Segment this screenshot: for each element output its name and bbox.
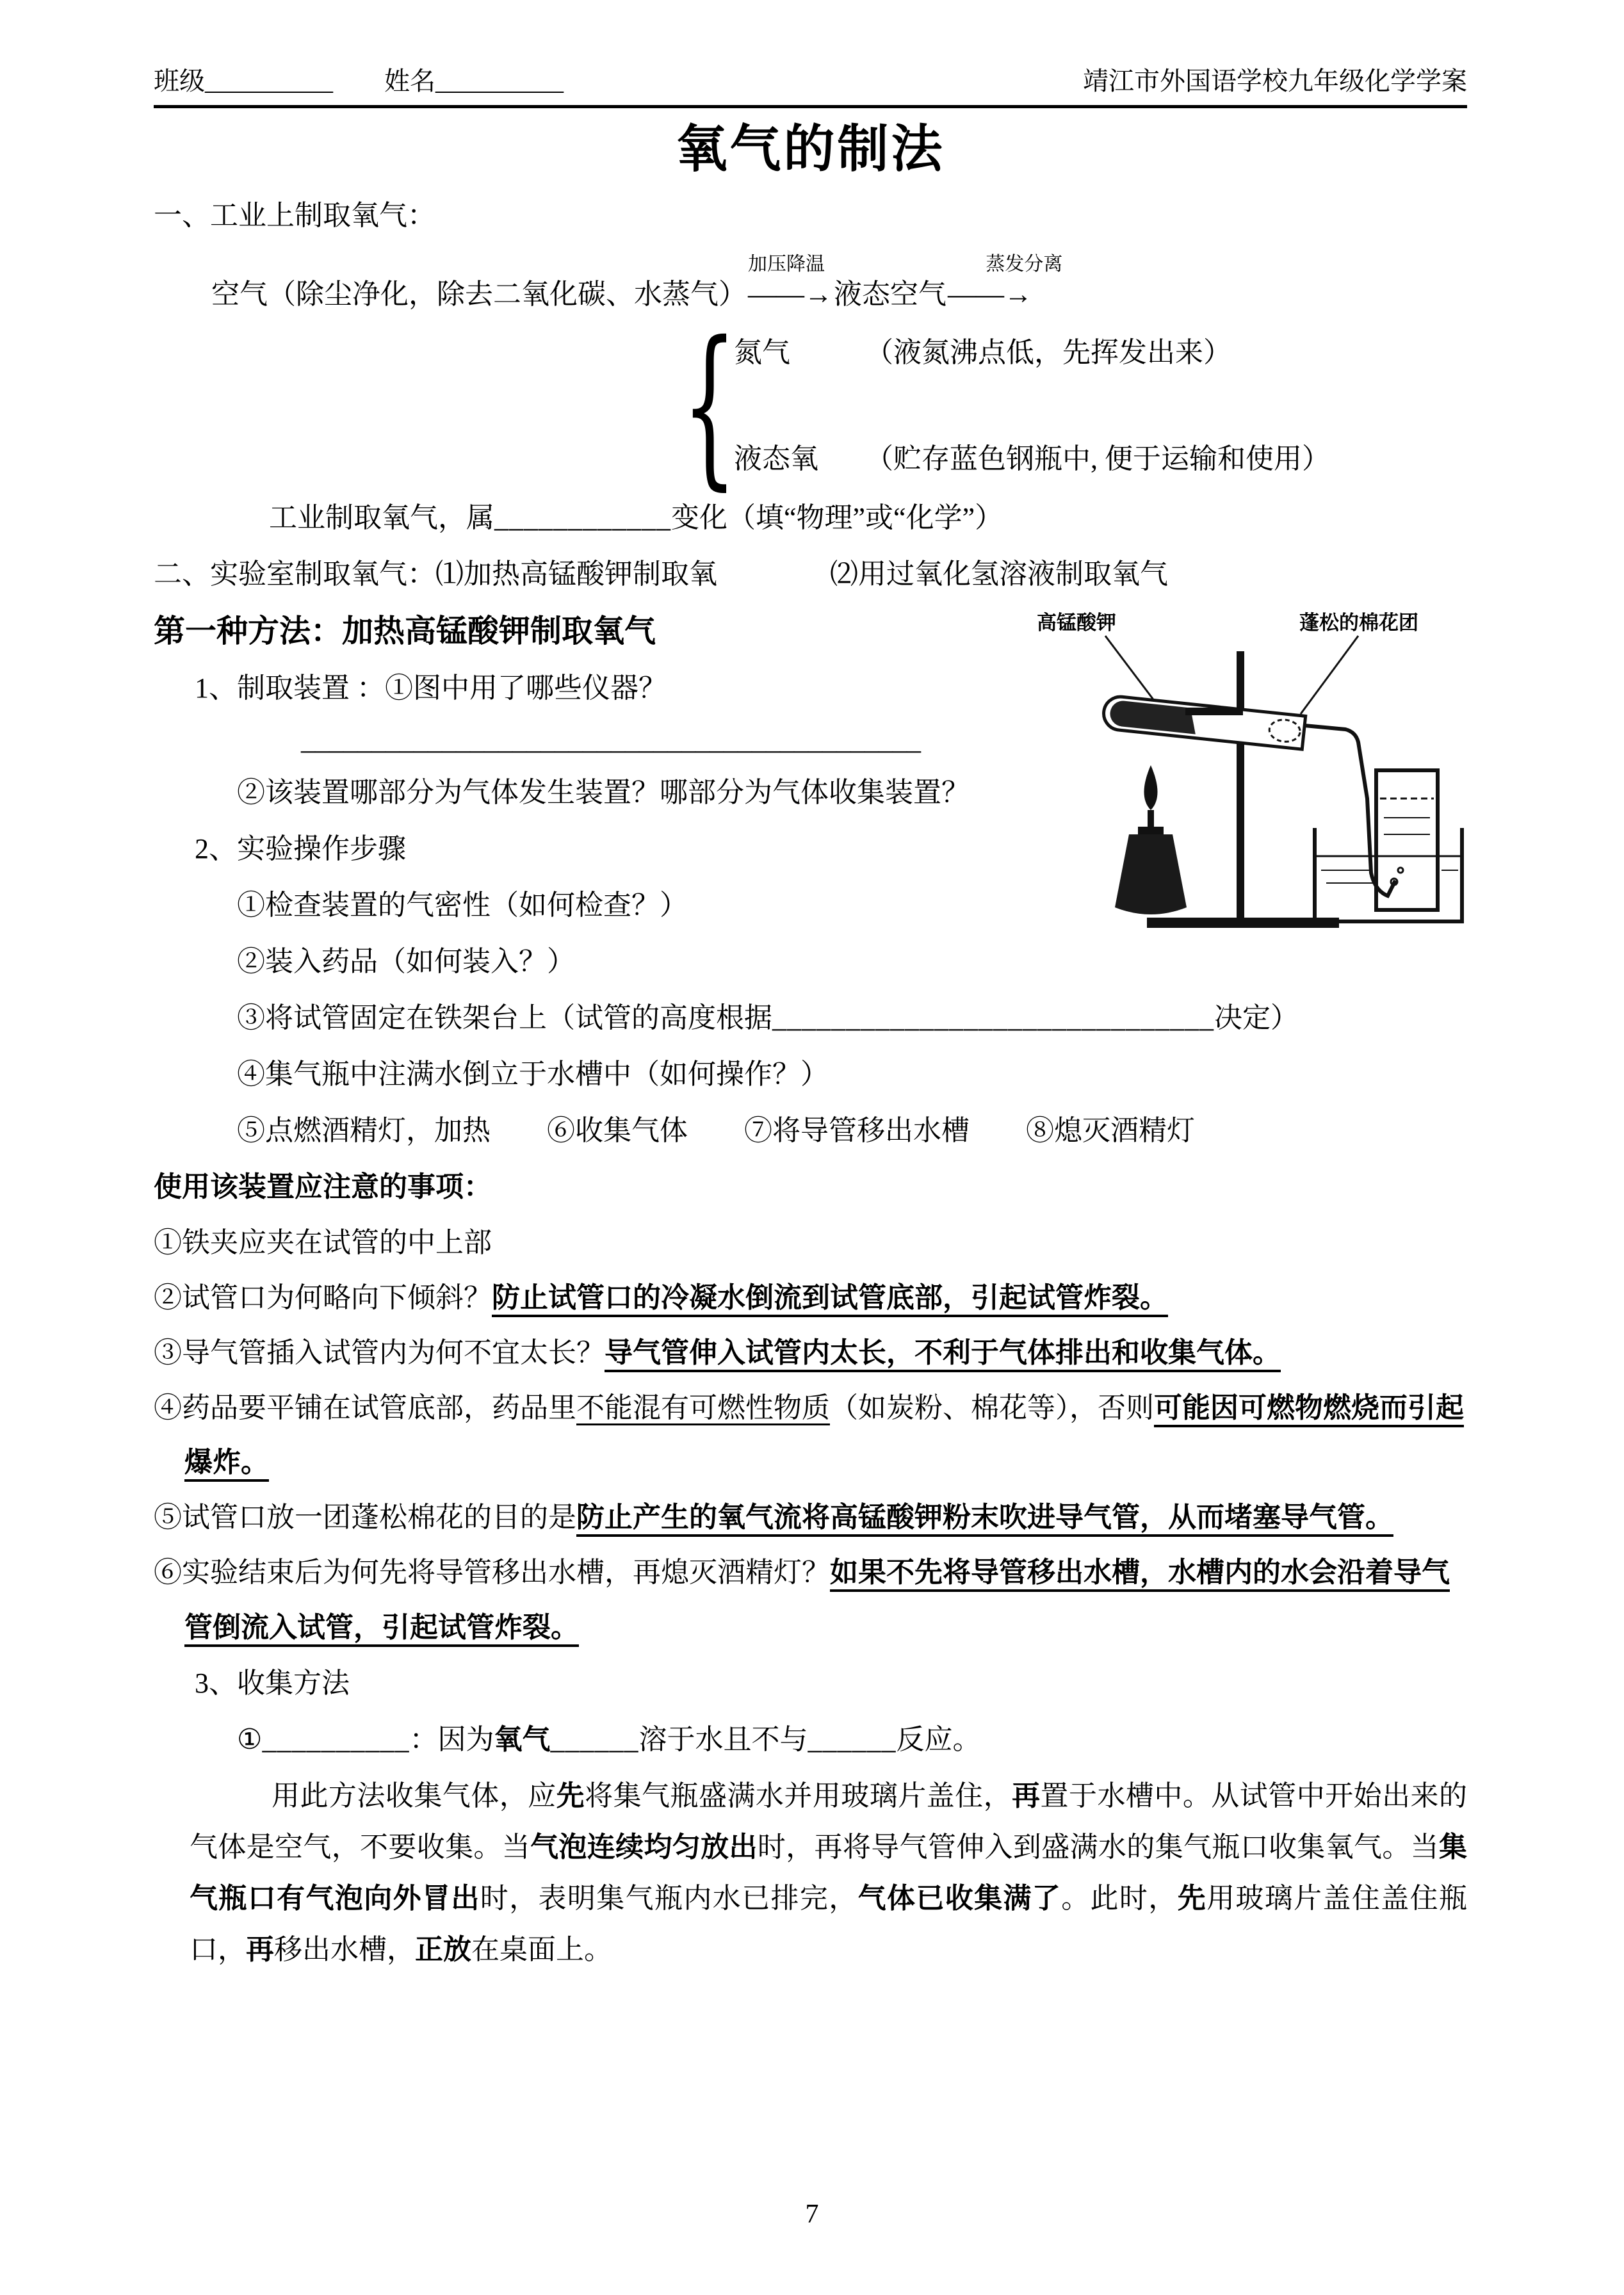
collection-paragraph — [154, 1771, 1467, 1975]
text-segment: ⑥实验结束后为何先将导管移出水槽，再熄灭酒精灯？ — [154, 1557, 830, 1589]
text-segment: ______________________________ — [772, 1002, 1214, 1034]
step-line-4 — [154, 1046, 1467, 1103]
text-segment: ②装入药品（如何装入？） — [237, 946, 575, 978]
nitrogen-branch — [734, 334, 1330, 371]
industrial-flow — [154, 253, 1467, 319]
water-trough — [1315, 828, 1462, 921]
text-segment: 反应。 — [896, 1723, 981, 1755]
text-segment: 防止试管口的冷凝水倒流到试管底部，引起试管炸裂。 — [492, 1282, 1168, 1317]
industrial-heading: 一、工业上制取氧气： — [154, 200, 435, 231]
text-segment: 氧气 — [494, 1723, 551, 1755]
lamp-flame — [1144, 765, 1158, 810]
text-segment: 如果不先将导管移出水槽，水槽内的水会沿着导气管倒流入试管，引起试管炸裂。 — [184, 1557, 1450, 1647]
apparatus-diagram — [1025, 606, 1467, 947]
page-number: 7 — [805, 2200, 819, 2229]
class-field: 班级__________ — [154, 67, 333, 95]
method-one-heading: 第一种方法：加热高锰酸钾制取氧气 — [154, 613, 656, 649]
liquid-oxygen-note: （贮存蓝色钢瓶中, 便于运输和使用） — [865, 442, 1330, 474]
collection-heading: 3、收集方法 — [195, 1667, 350, 1699]
text-segment: 用此方法收集气体，应 — [272, 1780, 556, 1812]
text-segment: 可能因可燃物燃烧而引起爆炸。 — [184, 1392, 1464, 1482]
text-segment: 变化（填“物理”或“化学”） — [671, 501, 1003, 533]
text-segment: 在桌面上。 — [471, 1933, 612, 1965]
text-segment: ②试管口为何略向下倾斜？ — [154, 1282, 492, 1314]
steps-heading: 2、实验操作步骤 — [195, 833, 406, 865]
note-line-6 — [154, 1545, 1467, 1655]
cotton-pointer-line — [1301, 636, 1358, 714]
text-segment: ____________ — [494, 501, 671, 533]
text-segment: ① — [237, 1723, 263, 1755]
nitrogen-label: 氮气 — [734, 336, 790, 368]
text-segment: ______ — [550, 1723, 639, 1755]
text-segment: ⑤试管口放一团蓬松棉花的目的是 — [154, 1502, 576, 1534]
text-segment: 将集气瓶盛满水并用玻璃片盖住， — [585, 1780, 1012, 1812]
notes-heading: 使用该装置应注意的事项： — [154, 1171, 492, 1203]
arrow-1-label: 加压降温 — [748, 253, 825, 275]
lamp-body — [1115, 834, 1187, 914]
liquid-air-branches — [666, 304, 1467, 507]
nitrogen-note: （液氮沸点低，先挥发出来） — [865, 336, 1231, 368]
device-question-2: ②该装置哪部分为气体发生装置？哪部分为气体收集装置？ — [237, 777, 970, 809]
flow-arrow-2 — [948, 253, 1063, 319]
text-segment: ①铁夹应夹在试管的中上部 — [154, 1227, 492, 1259]
liquid-oxygen-branch — [734, 441, 1330, 477]
arrow-2-glyph: ——→ — [948, 279, 1032, 310]
note-line-1 — [154, 1215, 1467, 1270]
industrial-conclusion — [154, 490, 1467, 546]
text-segment: （如炭粉、棉花等），否则 — [830, 1391, 1154, 1423]
header-student-fields — [154, 61, 608, 97]
text-segment: 移出水槽， — [274, 1933, 415, 1965]
text-segment: ①检查装置的气密性（如何检查？） — [237, 889, 688, 921]
text-segment: ：因为 — [409, 1723, 494, 1755]
step-line-5 — [154, 1103, 1467, 1159]
bubble — [1398, 868, 1403, 873]
stand-base — [1147, 918, 1339, 928]
flow-start-text: 空气（除尘净化，除去二氧化碳、水蒸气） — [211, 279, 747, 310]
text-segment: 导气管伸入试管内太长，不利于气体排出和收集气体。 — [605, 1337, 1281, 1372]
text-segment: 气泡连续均匀放出 — [530, 1831, 758, 1863]
arrow-1-glyph: ——→ — [748, 279, 832, 310]
note-line-4 — [154, 1381, 1467, 1491]
text-segment: ④集气瓶中注满水倒立于水槽中（如何操作？） — [237, 1058, 829, 1091]
kmno4-label: 高锰酸钾 — [1037, 611, 1116, 634]
kmno4-pointer-line — [1105, 636, 1157, 704]
text-segment: __________ — [262, 1723, 410, 1755]
flow-arrow-1 — [748, 253, 832, 319]
arrow-2-label: 蒸发分离 — [986, 253, 1063, 275]
gas-bottle — [1376, 770, 1438, 910]
lamp-wick — [1148, 810, 1154, 827]
text-segment: 气体已收集满了 — [857, 1882, 1062, 1914]
text-segment: 正放 — [415, 1933, 471, 1965]
page-title: 氧气的制法 — [676, 120, 945, 177]
text-segment: 先 — [1177, 1882, 1207, 1914]
text-segment: 时，表明集气瓶内水已排完， — [480, 1882, 858, 1914]
text-segment: ③将试管固定在铁架台上（试管的高度根据 — [237, 1002, 772, 1034]
text-segment: 置于水槽中。从试管中开始出来的气体是空气，不要收集。当 — [190, 1780, 1468, 1863]
name-field: 姓名__________ — [384, 67, 564, 95]
page-header — [154, 61, 1467, 108]
text-segment: ⑤点燃酒精灯，加热 ⑥收集气体 ⑦将导管移出水槽 ⑧熄灭酒精灯 — [237, 1115, 1195, 1147]
text-segment: 防止产生的氧气流将高锰酸钾粉末吹进导气管，从而堵塞导气管。 — [576, 1502, 1393, 1537]
note-line-3 — [154, 1326, 1467, 1381]
text-segment: 。此时， — [1061, 1882, 1178, 1914]
text-segment: 不能混有可燃性物质 — [576, 1392, 830, 1425]
text-segment: 工业制取氧气，属 — [269, 501, 494, 533]
apparatus-figure — [1025, 606, 1467, 947]
clamp — [1185, 708, 1243, 715]
device-answer-blank: ____________________________________________ — [301, 724, 921, 756]
note-line-5 — [154, 1490, 1467, 1545]
note-line-2 — [154, 1270, 1467, 1326]
text-segment: ③导气管插入试管内为何不宜太长？ — [154, 1336, 605, 1368]
text-segment: 再 — [1012, 1780, 1041, 1812]
text-segment: 集气瓶口有气泡向外冒出 — [190, 1831, 1468, 1914]
lamp-neck — [1138, 827, 1164, 834]
text-segment: 溶于水且不与 — [638, 1723, 808, 1755]
flow-mid-text: 液态空气 — [834, 279, 946, 310]
collection-method-line — [154, 1712, 1467, 1768]
stand-rod — [1237, 651, 1244, 920]
branch-list — [730, 330, 1330, 481]
header-school-label: 靖江市外国语学校九年级化学学案 — [1083, 67, 1467, 95]
text-segment: 时，再将导气管伸入到盛满水的集气瓶口收集氧气。当 — [757, 1831, 1440, 1863]
text-segment: ④药品要平铺在试管底部，药品里 — [154, 1391, 576, 1423]
cotton-label: 蓬松的棉花团 — [1299, 611, 1418, 634]
text-segment: 再 — [246, 1933, 274, 1965]
step-line-3 — [154, 990, 1467, 1046]
lab-intro: 二、实验室制取氧气：⑴加热高锰酸钾制取氧 ⑵用过氧化氢溶液制取氧气 — [154, 558, 1168, 590]
test-tube — [1102, 695, 1306, 749]
text-segment: 先 — [556, 1780, 585, 1812]
device-question: 1、制取装置 ：①图中用了哪些仪器？ — [195, 672, 667, 704]
text-segment: ______ — [808, 1723, 897, 1755]
liquid-oxygen-label: 液态氧 — [734, 442, 818, 474]
text-segment: 用玻璃片盖住盖住瓶口， — [190, 1882, 1468, 1965]
brace-glyph: { — [682, 304, 737, 507]
text-segment: 决定） — [1214, 1002, 1299, 1034]
